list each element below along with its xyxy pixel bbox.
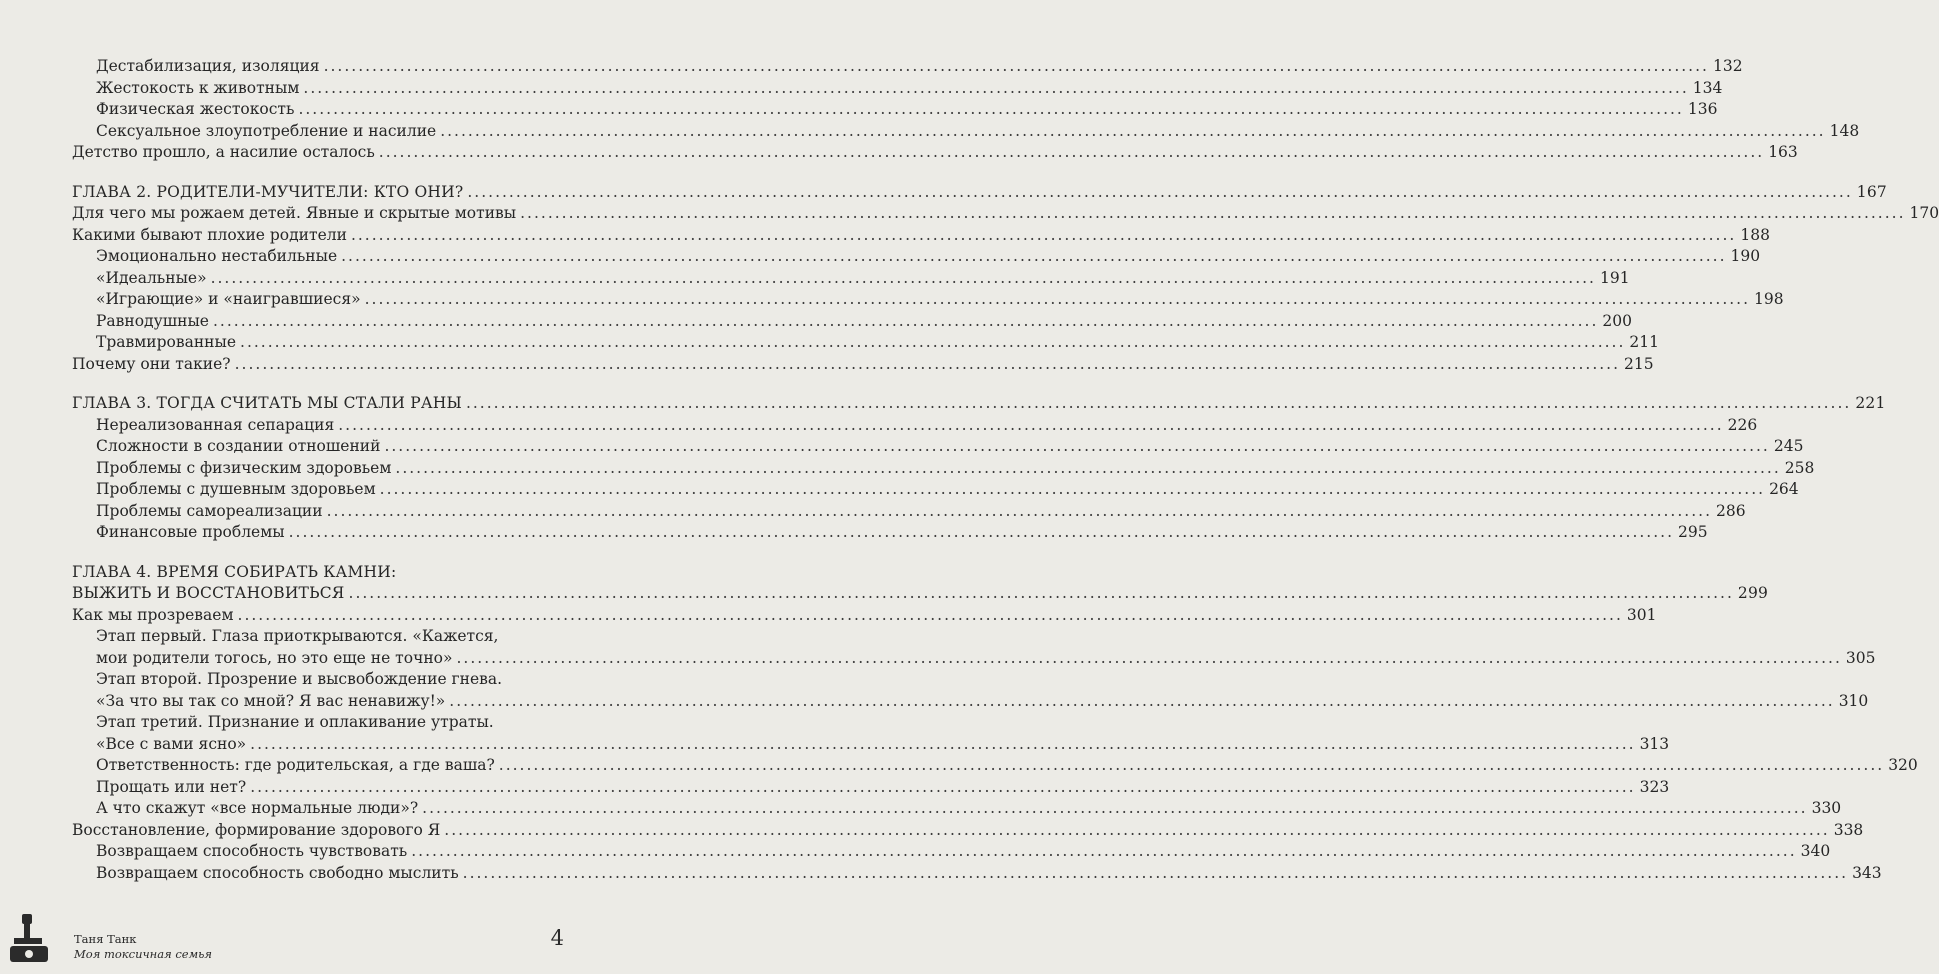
toc-entry-row[interactable] xyxy=(0,142,1798,164)
toc-entry-title: «Играющие» и «наигравшиеся» xyxy=(96,290,361,308)
toc-entry-row[interactable] xyxy=(0,691,1869,713)
leader-dots: ........................................................................................................................................................................................................ xyxy=(210,268,1596,287)
leader-dots: ........................................................................................................................................................................................................ xyxy=(250,734,1636,753)
toc-entry-row[interactable] xyxy=(0,121,1860,143)
toc-chapter-row[interactable] xyxy=(0,562,600,584)
toc-page-number: 310 xyxy=(1838,691,1869,710)
leader-dots: ........................................................................................................................................................................................................ xyxy=(250,777,1636,796)
leader-dots: ........................................................................................................................................................................................................ xyxy=(237,605,1623,624)
toc-entry-row[interactable] xyxy=(0,734,1670,756)
footer-book-title: Моя токсичная семья xyxy=(74,947,213,961)
leader-dots: ........................................................................................................................................................................................................ xyxy=(379,480,1766,498)
leader-dots: ........................................................................................................................................................................................................ xyxy=(303,78,1689,97)
toc-entry-row[interactable] xyxy=(0,415,1758,437)
toc-entry-row[interactable] xyxy=(0,605,1657,627)
toc-page-number: 305 xyxy=(1845,648,1876,667)
toc-page-number: 163 xyxy=(1768,143,1798,161)
toc-entry-title: Финансовые проблемы xyxy=(96,523,285,541)
toc-chapter-row[interactable] xyxy=(0,583,1769,605)
toc-entry-title: «Все с вами ясно» xyxy=(96,734,247,753)
leader-dots: ........................................................................................................................................................................................................ xyxy=(498,756,1885,774)
toc-entry-row[interactable] xyxy=(0,56,1743,78)
leader-dots: ........................................................................................................................................................................................................ xyxy=(449,691,1835,710)
toc-entry-row[interactable] xyxy=(0,755,1918,777)
toc-page-number: 211 xyxy=(1629,333,1660,351)
toc-entry-title: ГЛАВА 4. ВРЕМЯ СОБИРАТЬ КАМНИ: xyxy=(72,562,397,581)
toc-page-number: 221 xyxy=(1855,394,1886,412)
toc-entry-row[interactable] xyxy=(0,669,600,691)
leader-dots: ........................................................................................................................................................................................................ xyxy=(350,225,1737,244)
section-spacer xyxy=(0,544,600,562)
toc-page-number: 301 xyxy=(1626,605,1657,624)
toc-entry-title: Детство прошло, а насилие осталось xyxy=(72,143,375,161)
toc-page-number: 264 xyxy=(1769,480,1799,498)
toc-entry-row[interactable] xyxy=(0,268,1630,290)
toc-page-number: 313 xyxy=(1639,734,1670,753)
toc-page-number: 258 xyxy=(1784,458,1815,477)
publisher-emblem-icon xyxy=(8,910,52,966)
toc-entry-title: Проблемы самореализации xyxy=(96,501,323,520)
leader-dots: ........................................................................................................................................................................................................ xyxy=(240,333,1626,351)
toc-entry-row[interactable] xyxy=(0,458,1815,480)
toc-page-number: 343 xyxy=(1852,863,1882,882)
toc-entry-row[interactable] xyxy=(0,436,1804,458)
leader-dots: ........................................................................................................................................................................................................ xyxy=(456,648,1842,667)
section-spacer xyxy=(0,164,600,182)
toc-page-number: 299 xyxy=(1737,584,1769,602)
toc-page-number: 200 xyxy=(1602,311,1632,330)
toc-entry-title: Возвращаем способность чувствовать xyxy=(96,842,408,860)
toc-entry-title: Как мы прозреваем xyxy=(72,605,234,624)
toc-entry-title: Сексуальное злоупотребление и насилие xyxy=(96,121,437,140)
leader-dots: ........................................................................................................................................................................................................ xyxy=(462,863,1849,882)
leader-dots: ........................................................................................................................................................................................................ xyxy=(234,354,1621,373)
leader-dots: ........................................................................................................................................................................................................ xyxy=(395,458,1781,477)
toc-entry-title: «За что вы так со мной? Я вас ненавижу!» xyxy=(96,691,446,710)
toc-entry-title: ВЫЖИТЬ И ВОССТАНОВИТЬСЯ xyxy=(72,584,345,602)
leader-dots: ........................................................................................................................................................................................................ xyxy=(338,415,1724,434)
toc-page-number: 198 xyxy=(1754,290,1784,308)
toc-page-number: 330 xyxy=(1811,799,1842,817)
toc-entry-row[interactable] xyxy=(0,841,1831,863)
toc-entry-row[interactable] xyxy=(0,203,1939,225)
toc-entry-title: Для чего мы рожаем детей. Явные и скрытые мотивы xyxy=(72,204,517,222)
toc-entry-title: Возвращаем способность свободно мыслить xyxy=(96,863,459,882)
toc-page-number: 295 xyxy=(1678,523,1708,541)
leader-dots: ........................................................................................................................................................................................................ xyxy=(323,57,1709,75)
leader-dots: ........................................................................................................................................................................................................ xyxy=(411,842,1797,860)
leader-dots: ........................................................................................................................................................................................................ xyxy=(364,290,1751,308)
toc-entry-row[interactable] xyxy=(0,78,1723,100)
toc-entry-title: мои родители тогось, но это еще не точно» xyxy=(96,648,453,667)
toc-entry-title: Этап второй. Прозрение и высвобождение гнева. xyxy=(96,670,503,688)
toc-entry-title: Ответственность: где родительская, а где ваша? xyxy=(96,756,495,774)
toc-entry-title: Равнодушные xyxy=(96,311,209,330)
toc-page-number: 320 xyxy=(1888,756,1918,774)
toc-entry-row[interactable] xyxy=(0,246,1761,268)
toc-entry-title: ГЛАВА 2. РОДИТЕЛИ-МУЧИТЕЛИ: КТО ОНИ? xyxy=(72,182,464,201)
toc-page-number: 132 xyxy=(1712,57,1743,75)
toc-entry-title: Травмированные xyxy=(96,333,237,351)
toc-entry-title: ГЛАВА 3. ТОГДА СЧИТАТЬ МЫ СТАЛИ РАНЫ xyxy=(72,394,462,412)
toc-entry-row[interactable] xyxy=(0,332,1660,354)
toc-page-number: 245 xyxy=(1773,437,1804,455)
leader-dots: ........................................................................................................................................................................................................ xyxy=(440,121,1826,140)
table-of-contents xyxy=(0,56,1939,884)
toc-page-number: 190 xyxy=(1730,247,1761,265)
toc-entry-row[interactable] xyxy=(0,311,1632,333)
toc-entry-row[interactable] xyxy=(0,777,1670,799)
leader-dots: ........................................................................................................................................................................................................ xyxy=(288,523,1675,541)
toc-entry-title: «Идеальные» xyxy=(96,268,207,287)
toc-entry-title: Дестабилизация, изоляция xyxy=(96,57,320,75)
toc-entry-title: Почему они такие? xyxy=(72,354,231,373)
toc-entry-row[interactable] xyxy=(0,798,1842,820)
leader-dots: ........................................................................................................................................................................................................ xyxy=(212,311,1599,330)
toc-entry-title: Какими бывают плохие родители xyxy=(72,225,347,244)
leader-dots: ........................................................................................................................................................................................................ xyxy=(341,247,1727,265)
toc-entry-title: Сложности в создании отношений xyxy=(96,437,381,455)
toc-page-number: 191 xyxy=(1599,268,1630,287)
toc-page-number: 338 xyxy=(1833,820,1864,839)
toc-page-number: 136 xyxy=(1687,100,1718,118)
toc-entry-row[interactable] xyxy=(0,289,1784,311)
toc-entry-row[interactable] xyxy=(0,479,1799,501)
toc-entry-row[interactable] xyxy=(0,354,1654,376)
toc-entry-title: Прощать или нет? xyxy=(96,777,247,796)
section-spacer xyxy=(0,375,600,393)
toc-entry-title: Проблемы с физическим здоровьем xyxy=(96,458,392,477)
toc-page-number: 226 xyxy=(1727,415,1758,434)
leader-dots: ........................................................................................................................................................................................................ xyxy=(467,182,1853,201)
toc-entry-row[interactable] xyxy=(0,712,600,734)
toc-entry-row[interactable] xyxy=(0,522,1708,544)
leader-dots: ........................................................................................................................................................................................................ xyxy=(378,143,1765,161)
toc-entry-row[interactable] xyxy=(0,225,1770,247)
toc-entry-title: Физическая жестокость xyxy=(96,100,295,118)
toc-entry-row[interactable] xyxy=(0,863,1882,885)
toc-page-number: 134 xyxy=(1692,78,1723,97)
toc-entry-row[interactable] xyxy=(0,626,600,648)
leader-dots: ........................................................................................................................................................................................................ xyxy=(326,501,1712,520)
leader-dots: ........................................................................................................................................................................................................ xyxy=(444,820,1830,839)
toc-entry-title: Нереализованная сепарация xyxy=(96,415,335,434)
toc-page-number: 340 xyxy=(1800,842,1831,860)
toc-entry-row[interactable] xyxy=(0,99,1718,121)
toc-entry-title: Проблемы с душевным здоровьем xyxy=(96,480,376,498)
leader-dots: ........................................................................................................................................................................................................ xyxy=(348,584,1734,602)
toc-page-number: 323 xyxy=(1639,777,1670,796)
toc-chapter-row[interactable] xyxy=(0,182,1887,204)
toc-page-number: 170 xyxy=(1909,204,1939,222)
toc-entry-title: Жестокость к животным xyxy=(96,78,300,97)
toc-page-number: 286 xyxy=(1716,501,1746,520)
toc-page-number: 215 xyxy=(1624,354,1654,373)
leader-dots: ........................................................................................................................................................................................................ xyxy=(422,799,1808,817)
toc-entry-title: Восстановление, формирование здорового Я xyxy=(72,820,441,839)
leader-dots: ........................................................................................................................................................................................................ xyxy=(384,437,1770,455)
toc-page-number: 167 xyxy=(1856,182,1887,201)
leader-dots: ........................................................................................................................................................................................................ xyxy=(465,394,1852,412)
toc-entry-title: А что скажут «все нормальные люди»? xyxy=(96,799,419,817)
toc-entry-title: Эмоционально нестабильные xyxy=(96,247,338,265)
toc-entry-row[interactable] xyxy=(0,820,1864,842)
leader-dots: ........................................................................................................................................................................................................ xyxy=(520,204,1906,222)
toc-entry-row[interactable] xyxy=(0,648,1876,670)
toc-entry-row[interactable] xyxy=(0,501,1746,523)
toc-entry-title: Этап третий. Признание и оплакивание утраты. xyxy=(96,713,494,731)
toc-chapter-row[interactable] xyxy=(0,393,1886,415)
toc-page-number: 148 xyxy=(1829,121,1860,140)
toc-page-number: 188 xyxy=(1740,225,1770,244)
page-number: 4 xyxy=(550,926,564,950)
toc-entry-title: Этап первый. Глаза приоткрываются. «Кажется, xyxy=(96,627,499,645)
leader-dots: ........................................................................................................................................................................................................ xyxy=(298,100,1684,118)
footer-author: Таня Танк xyxy=(74,932,137,946)
